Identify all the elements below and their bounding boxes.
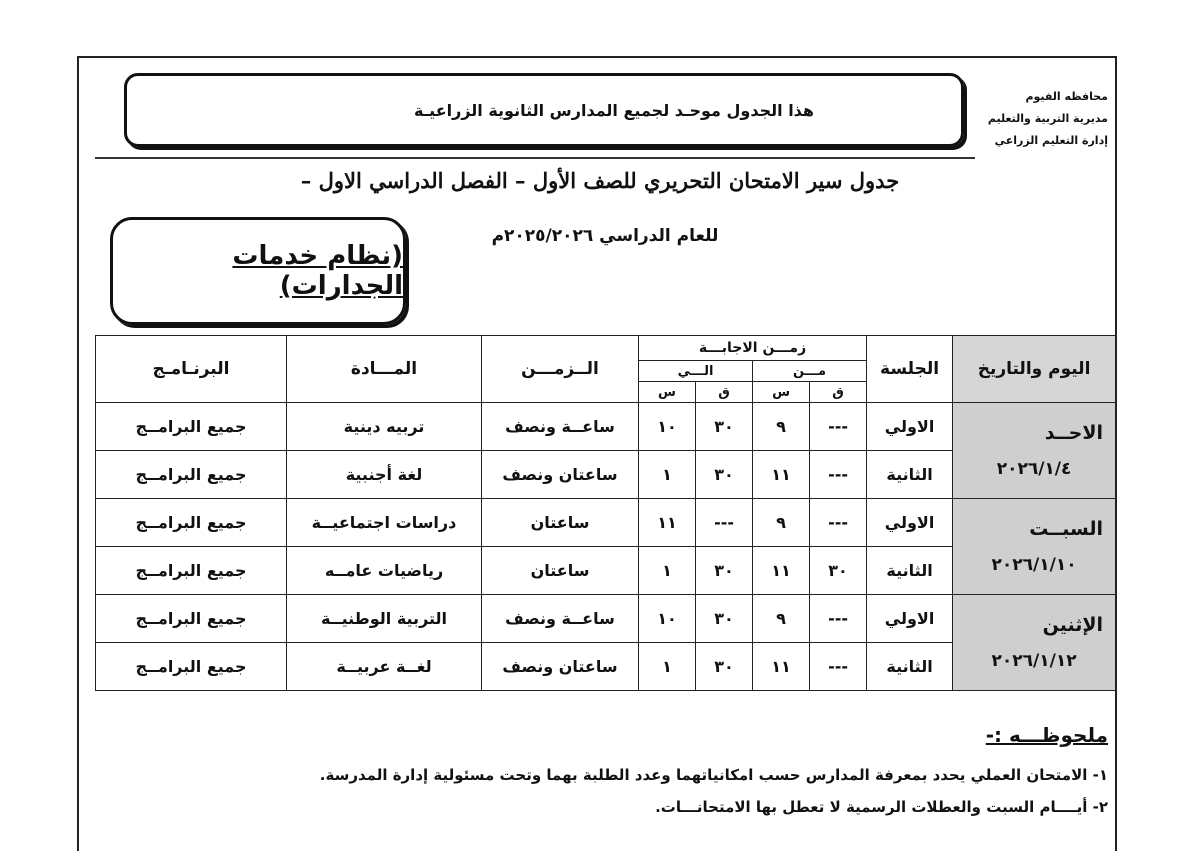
session-cell: الثانية <box>867 451 953 499</box>
session-cell: الثانية <box>867 643 953 691</box>
subject-cell: لغة أجنبية <box>287 451 482 499</box>
subject-cell: تربيه دينية <box>287 403 482 451</box>
notes-section <box>108 723 1108 823</box>
to-minutes-cell: ٣٠ <box>696 643 753 691</box>
to-hours-cell: ١ <box>639 451 696 499</box>
program-cell: جميع البرامــج <box>96 643 287 691</box>
duration-cell: ساعــة ونصف <box>482 403 639 451</box>
banner-text: هذا الجدول موحـد لجميع المدارس الثانوية الزراعيـة <box>413 100 815 120</box>
header-to: الـــي <box>639 361 753 382</box>
program-cell: جميع البرامــج <box>96 499 287 547</box>
session-cell: الاولي <box>867 499 953 547</box>
organization-block <box>988 86 1108 152</box>
academic-year: للعام الدراسي ٢٠٢٥/٢٠٢٦م <box>491 226 719 246</box>
to-minutes-cell: --- <box>696 499 753 547</box>
header-from: مـــن <box>753 361 867 382</box>
day-date-cell <box>953 595 1116 691</box>
from-minutes-cell: --- <box>810 403 867 451</box>
table-row <box>96 403 1116 451</box>
from-hours-cell: ٩ <box>753 595 810 643</box>
to-hours-cell: ١٠ <box>639 403 696 451</box>
day-date-cell <box>953 403 1116 499</box>
system-label-box <box>110 217 406 325</box>
to-hours-cell: ١ <box>639 547 696 595</box>
note-item: ١- الامتحان العملي يحدد بمعرفة المدارس حسب امكانياتهما وعدد الطلبة بهما وتحت مسئولية إدارة المدرسة. <box>319 766 1108 784</box>
to-minutes-cell: ٣٠ <box>696 547 753 595</box>
program-cell: جميع البرامــج <box>96 403 287 451</box>
program-cell: جميع البرامــج <box>96 547 287 595</box>
directorate-label: مديرية التربية والتعليم <box>987 112 1108 125</box>
from-hours-cell: ١١ <box>753 643 810 691</box>
day-name: الإثنين <box>1042 613 1104 636</box>
session-cell: الثانية <box>867 547 953 595</box>
duration-cell: ساعتان ونصف <box>482 643 639 691</box>
from-hours-cell: ١١ <box>753 547 810 595</box>
table-row <box>96 499 1116 547</box>
header-subject: المـــادة <box>287 336 482 403</box>
header-from-minutes: ق <box>810 382 867 403</box>
exam-schedule-table <box>95 335 1116 691</box>
header-day-date: اليوم والتاريخ <box>953 336 1116 403</box>
session-cell: الاولي <box>867 403 953 451</box>
day-date-cell <box>953 499 1116 595</box>
from-minutes-cell: --- <box>810 451 867 499</box>
duration-cell: ساعتان ونصف <box>482 451 639 499</box>
header-from-hours: س <box>753 382 810 403</box>
to-minutes-cell: ٣٠ <box>696 403 753 451</box>
from-minutes-cell: --- <box>810 643 867 691</box>
exam-date: ٢٠٢٦/١/١٠ <box>991 554 1077 575</box>
header-program: البرنـامـج <box>96 336 287 403</box>
page-title: جدول سير الامتحان التحريري للصف الأول – الفصل الدراسي الاول – <box>300 168 900 193</box>
duration-cell: ساعتان <box>482 547 639 595</box>
note-item: ٢- أيــــام السبت والعطلات الرسمية لا تعطل بها الامتحانـــات. <box>655 798 1108 816</box>
duration-cell: ساعتان <box>482 499 639 547</box>
duration-cell: ساعــة ونصف <box>482 595 639 643</box>
header-to-hours: س <box>639 382 696 403</box>
subject-cell: رياضيات عامــه <box>287 547 482 595</box>
header-divider <box>95 157 975 159</box>
from-hours-cell: ٩ <box>753 499 810 547</box>
table-row <box>96 595 1116 643</box>
day-name: السبــت <box>1029 517 1104 540</box>
header-to-minutes: ق <box>696 382 753 403</box>
exam-date: ٢٠٢٦/١/١٢ <box>991 650 1077 671</box>
page-frame-top <box>77 56 1117 58</box>
from-minutes-cell: --- <box>810 499 867 547</box>
to-minutes-cell: ٣٠ <box>696 595 753 643</box>
to-hours-cell: ١ <box>639 643 696 691</box>
page-frame-left <box>77 56 79 851</box>
header-answer-time: زمـــن الاجابـــة <box>639 336 867 361</box>
from-minutes-cell: --- <box>810 595 867 643</box>
notes-title: ملحوظـــه :- <box>985 723 1108 747</box>
header-duration: الــزمـــن <box>482 336 639 403</box>
from-hours-cell: ١١ <box>753 451 810 499</box>
unified-schedule-banner <box>124 73 964 147</box>
to-hours-cell: ١١ <box>639 499 696 547</box>
exam-date: ٢٠٢٦/١/٤ <box>996 458 1072 479</box>
program-cell: جميع البرامــج <box>96 451 287 499</box>
system-label: (نظام خدمات الجدارات) <box>232 241 403 301</box>
day-name: الاحــد <box>1044 421 1104 444</box>
subject-cell: دراسات اجتماعيــة <box>287 499 482 547</box>
from-hours-cell: ٩ <box>753 403 810 451</box>
to-hours-cell: ١٠ <box>639 595 696 643</box>
administration-label: إدارة التعليم الزراعي <box>994 134 1108 147</box>
subject-cell: لغــة عربيــة <box>287 643 482 691</box>
governorate-label: محافظه الفيوم <box>1025 90 1108 103</box>
to-minutes-cell: ٣٠ <box>696 451 753 499</box>
from-minutes-cell: ٣٠ <box>810 547 867 595</box>
session-cell: الاولي <box>867 595 953 643</box>
header-session: الجلسة <box>867 336 953 403</box>
subject-cell: التربية الوطنيــة <box>287 595 482 643</box>
program-cell: جميع البرامــج <box>96 595 287 643</box>
